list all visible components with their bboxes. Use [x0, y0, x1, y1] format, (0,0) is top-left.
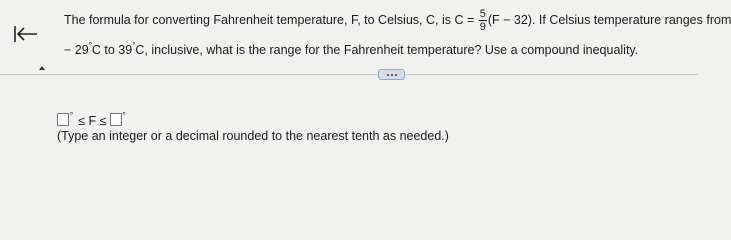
- question-line-2: [64, 41, 638, 57]
- answer-hint: (Type an integer or a decimal rounded to the nearest tenth as needed.): [57, 129, 449, 143]
- degree-symbol: °: [132, 41, 136, 50]
- more-dots-icon: [387, 74, 389, 76]
- answer-row: [57, 112, 128, 128]
- question-line-1: [64, 8, 731, 33]
- scroll-up-icon[interactable]: [39, 66, 45, 70]
- degree-symbol: °: [88, 41, 92, 50]
- back-button[interactable]: [8, 20, 44, 48]
- fraction-numerator: 5: [479, 8, 486, 20]
- fraction-denominator: 9: [479, 21, 486, 33]
- question-text-mid: C to 39: [91, 43, 133, 57]
- upper-bound-input[interactable]: [110, 113, 122, 126]
- divider: [0, 74, 698, 75]
- question-text-start: The formula for converting Fahrenheit temperature, F, to Celsius, C, is C =: [64, 12, 475, 27]
- back-arrow-icon: [13, 24, 39, 44]
- lower-bound-input[interactable]: [57, 113, 69, 126]
- inequality-text: ≤ F ≤: [78, 114, 107, 128]
- question-text-end: (F − 32). If Celsius temperature ranges from: [487, 12, 731, 27]
- more-button[interactable]: [378, 69, 405, 80]
- question-text-rest: C, inclusive, what is the range for the Fahrenheit temperature? Use a compound inequality.: [135, 43, 639, 57]
- degree-symbol: °: [122, 111, 126, 120]
- fraction: [479, 8, 487, 33]
- celsius-low: − 29: [64, 43, 89, 57]
- degree-symbol: °: [70, 111, 74, 120]
